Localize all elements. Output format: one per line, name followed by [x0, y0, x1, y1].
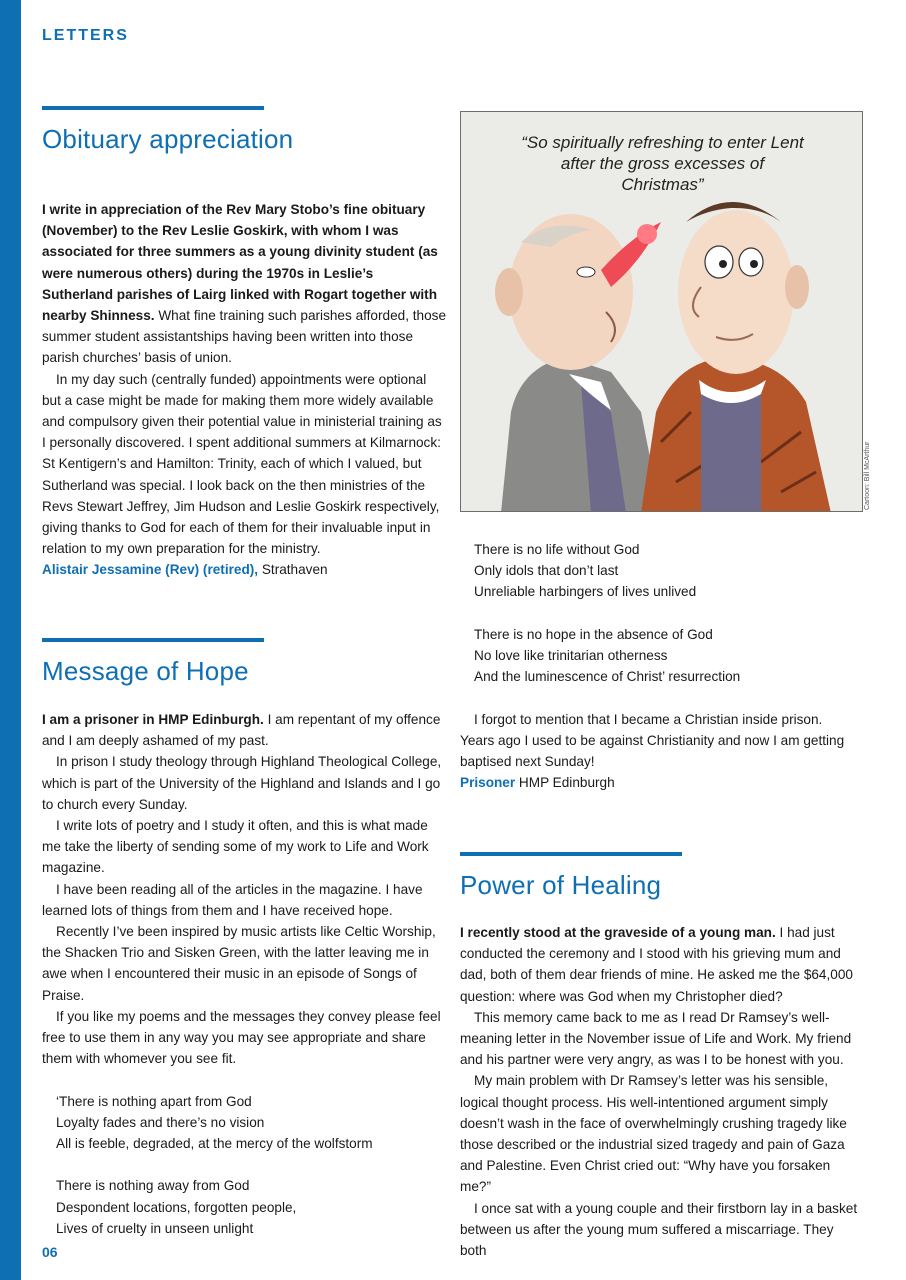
healing-para-1 [460, 922, 860, 1007]
poem-left [42, 1091, 447, 1239]
obituary-para-1 [42, 199, 447, 369]
obituary-author-place: Strathaven [258, 562, 328, 578]
poem-line: Lives of cruelty in unseen unlight [56, 1220, 254, 1236]
side-color-bar [0, 0, 21, 1280]
hope-author-place: HMP Edinburgh [515, 775, 615, 791]
hope-para-2: In prison I study theology through Highland Theological College, which is part of the University of the Highland and Islands and I go to church every Sunday. [42, 754, 442, 812]
obituary-heading: Obituary appreciation [42, 124, 294, 154]
poem-line: ‘There is nothing apart from God [56, 1093, 252, 1109]
hope-para-6: If you like my poems and the messages they convey please feel free to use them in any way you may see appropriate and share them with whomever you see fit. [42, 1008, 441, 1067]
healing-heading-rule [460, 852, 682, 856]
obituary-heading-rule [42, 106, 264, 110]
obituary-author-name: Alistair Jessamine (Rev) (retired), [42, 562, 259, 578]
obituary-signature [42, 559, 447, 580]
healing-lead: I recently stood at the graveside of a young man. [460, 925, 776, 940]
hope-signature [460, 772, 860, 793]
poem-line: And the luminescence of Christ’ resurrection [474, 669, 741, 685]
hope-para-5: Recently I’ve been inspired by music artists like Celtic Worship, the Shacken Trio and Sisken Green, with the latter leaving me in awe when I encountered their music in an episode of Songs of Praise. [42, 924, 436, 1003]
hope-para-3: I write lots of poetry and I study it often, and this is what made me take the liberty of sending some of my work to Life and Work magazine. [42, 818, 429, 876]
poem-right [460, 539, 860, 687]
hope-lead: I am a prisoner in HMP Edinburgh. [42, 712, 264, 727]
poem-line: There is no life without God [474, 542, 640, 557]
healing-lead-rest: I had just conducted the ceremony and I stood with his grieving mum and dad, both of them dear friends of mine. He asked me the $64,000 question: where was God when my Christopher died? [460, 925, 853, 1004]
obituary-para-2: In my day such (centrally funded) appointments were optional but a case might be made for making them more widely available and compulsory given their potential value in ministerial training as I personally discovered. I spent additional summers at Kilmarnock: St Kentigern’s and Hamilton: Trinity, each of which I valued, but Sutherland was special. I look back on the then ministries of the Revs Stewart Jeffrey, Jim Hudson and Leslie Goskirk respectively, giving thanks to God for each of them for their invaluable input in relation to my own preparation for the ministry. [42, 371, 442, 557]
poem-line: All is feeble, degraded, at the mercy of the wolfstorm [56, 1136, 373, 1152]
hope-heading-rule [42, 638, 264, 642]
poem-line: Despondent locations, forgotten people, [56, 1199, 297, 1215]
cartoon-caption-line: after the gross excesses of [560, 154, 765, 173]
healing-letter [460, 922, 860, 1261]
hope-lead-rest: I am repentant of my offence and I am deeply ashamed of my past. [42, 712, 441, 749]
healing-para-2: This memory came back to me as I read Dr Ramsey’s well-meaning letter in the November issue of Life and Work. My friend and his partner were very angry, as was I to be honest with you. [460, 1009, 852, 1068]
hope-heading: Message of Hope [42, 656, 249, 686]
poem-line: There is no hope in the absence of God [474, 626, 713, 642]
hope-closing: I forgot to mention that I became a Christian inside prison. Years ago I used to be against Christianity and now I am getting baptised next Sunday! [460, 711, 845, 769]
poem-line: Only idols that don’t last [474, 563, 619, 579]
cartoon-caption-line: Christmas” [621, 175, 704, 194]
cartoon-credit: Cartoon: Bill McArthur [864, 441, 871, 510]
hope-para-4: I have been reading all of the articles in the magazine. I have learned lots of things from them and I have received hope. [42, 881, 423, 918]
hope-letter-continued [460, 539, 860, 793]
hope-para-1 [42, 709, 447, 751]
hope-author-name: Prisoner [460, 775, 516, 791]
healing-para-3: My main problem with Dr Ramsey’s letter was his sensible, logical thought process. His well-intentioned argument simply doesn’t wash in the face of overwhelmingly crushing tragedy like those described or the industrial sized tragedy and pain of Gaza and Palestine. Even Christ cried out: “Why have you forsaken me?” [460, 1073, 847, 1195]
page-number: 06 [42, 1244, 58, 1260]
obituary-lead: I write in appreciation of the Rev Mary Stobo’s fine obituary (November) to the Rev Leslie Goskirk, with whom I was associated for three summers as a young divinity student (as were numerous others) during the 1970s in Leslie’s Sutherland parishes of Lairg linked with Rogart together with nearby Shinness. [42, 202, 438, 324]
healing-para-4: I once sat with a young couple and their firstborn lay in a basket between us after the young mum suffered a miscarriage. They both [460, 1200, 858, 1259]
poem-line: No love like trinitarian otherness [474, 648, 668, 663]
cartoon-caption-line: “So spiritually refreshing to enter Lent [521, 133, 804, 152]
poem-line: Loyalty fades and there’s no vision [56, 1114, 265, 1130]
hope-letter [42, 709, 447, 1239]
obituary-lead-rest: What fine training such parishes afforded, those summer student assistantships having been written into those parish churches’ basis of union. [42, 308, 447, 366]
poem-line: There is nothing away from God [56, 1178, 250, 1194]
cartoon-illustration [460, 111, 863, 512]
poem-line: Unreliable harbingers of lives unlived [474, 584, 697, 600]
cartoon-caption [461, 132, 863, 195]
healing-heading: Power of Healing [460, 870, 662, 900]
section-label: LETTERS [42, 27, 129, 44]
obituary-letter [42, 199, 447, 581]
